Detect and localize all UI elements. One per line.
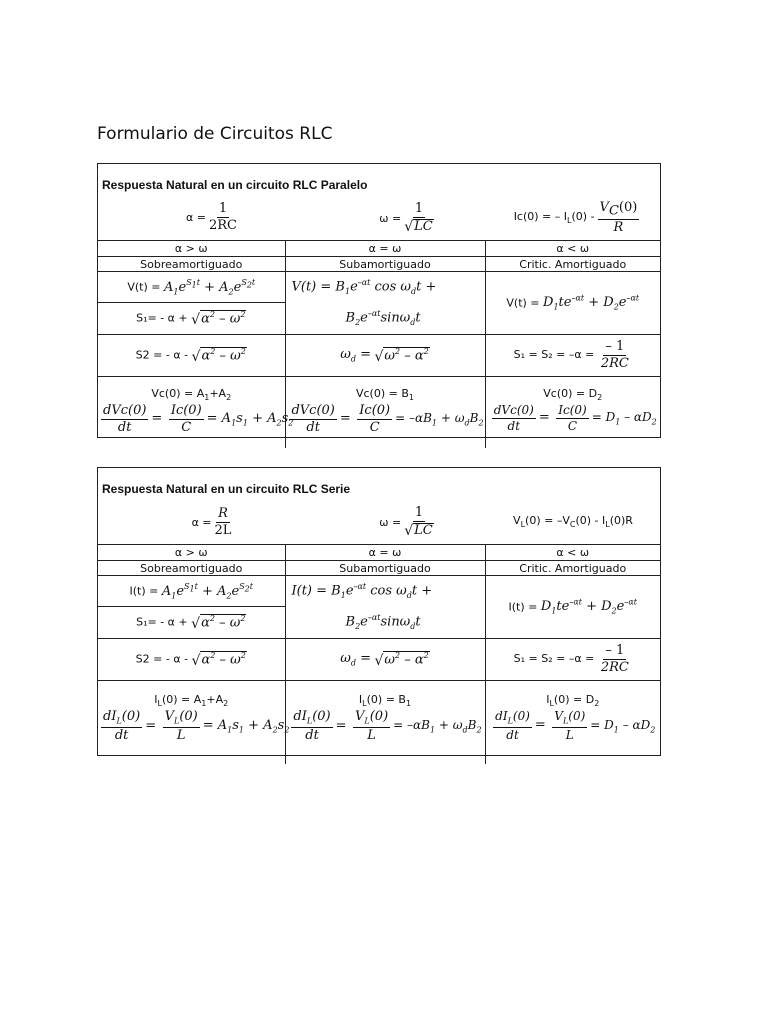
case-overdamped: α > ω xyxy=(98,545,285,561)
omega-d-formula: $\omega_d$ = √ $\omega^2 - \alpha^2$ xyxy=(285,638,485,680)
overdamped-equation: $V(t) = A_1e^{S_1t} + A_2e^{S_2t}$ xyxy=(98,272,285,303)
series-omega-formula: ω = 1 √ LC xyxy=(379,505,433,539)
alpha-fraction xyxy=(209,202,237,232)
underdamped-line-2: $B_2e^{-\alpha t}\sin\omega_dt$ xyxy=(345,308,421,327)
case-underdamped: α = ω xyxy=(285,545,485,561)
omega-denominator: LC xyxy=(414,218,433,234)
series-alpha-formula: α = $\frac{R}{2L}$ xyxy=(191,505,232,538)
s2-formula: S2 = - α - √ $\alpha^2 - \omega^2$ xyxy=(98,638,285,680)
critical-initial: $I_L(0) = D_2$ $\frac{dI_L(0)}{dt}$ = $\frac{V_L(0)}{L}$ = $D_1 - \alpha D_2$ xyxy=(485,680,660,764)
series-initial-condition: $V_L(0) = -V_C(0) - I_L(0)R$ xyxy=(513,514,633,530)
underdamped-equation xyxy=(285,576,485,639)
type-critical: Critic. Amortiguado xyxy=(485,561,660,576)
case-critical: α < ω xyxy=(485,545,660,561)
underdamped-initial: $Vc(0) = B_1$ $\frac{\text{dVc(0)}}{dt}$ = $\frac{Ic(0)}{C}$ = $-\alpha B_1 + \omega_dB_2$ xyxy=(285,376,485,448)
overdamped-initial: $I_L(0) = A_1+A_2$ $\frac{dI_L(0)}{dt}$ = $\frac{V_L(0)}{L}$ = $A_1s_1 + A_2s_2$ xyxy=(98,680,285,764)
critical-initial: $Vc(0) = D_2$ $\frac{\text{dVc(0)}}{dt}$ = $\frac{Ic(0)}{C}$ = $D_1 - \alpha D_2$ xyxy=(485,376,660,448)
underdamped-line-1: $I(t) = B_1e^{-\alpha t}$ $\cos \omega_dt$ + xyxy=(291,582,433,600)
critical-s-formula: S₁ = S₂ = –α = $\frac{- 1}{2RC}$ xyxy=(485,334,660,376)
type-overdamped: Sobreamortiguado xyxy=(98,561,285,576)
s1-formula: S₁= - α + √ $\alpha^2 - \omega^2$ xyxy=(98,607,285,638)
alpha-numerator: 1 xyxy=(218,200,228,216)
critical-s-formula: S₁ = S₂ = –α = $\frac{- 1}{2RC}$ xyxy=(485,638,660,680)
vc-over-r-fraction: $\frac{V_C(0)}{R}$ xyxy=(599,200,638,236)
parallel-heading: Respuesta Natural en un circuito RLC Paralelo xyxy=(102,178,368,192)
ic-label: Ic(0) = – $I_L(0)$ - xyxy=(513,210,595,226)
alpha-denominator: 2RC xyxy=(208,217,237,233)
type-overdamped: Sobreamortiguado xyxy=(98,257,285,272)
underdamped-equation xyxy=(285,272,485,335)
case-critical: α < ω xyxy=(485,241,660,257)
type-underdamped: Subamortiguado xyxy=(285,257,485,272)
omega-fraction xyxy=(404,202,434,234)
omega-numerator: 1 xyxy=(414,201,424,217)
underdamped-line-2: $B_2e^{-\alpha t}\sin\omega_dt$ xyxy=(345,612,421,631)
parallel-header xyxy=(98,164,660,240)
type-underdamped: Subamortiguado xyxy=(285,561,485,576)
s1-formula: S₁= - α + √ $\alpha^2 - \omega^2$ xyxy=(98,303,285,334)
type-critical: Critic. Amortiguado xyxy=(485,257,660,272)
omega-label: ω = xyxy=(379,211,402,225)
parallel-cases-grid xyxy=(98,240,660,448)
critical-equation: $V(t) = D_1te^{-\alpha t} + D_2e^{-\alpha t}$ xyxy=(485,272,660,335)
case-overdamped: α > ω xyxy=(98,241,285,257)
series-header xyxy=(98,468,660,544)
series-cases-grid xyxy=(98,544,660,764)
series-formula-table xyxy=(97,467,661,756)
underdamped-initial: $I_L(0) = B_1$ $\frac{dI_L(0)}{dt}$ = $\frac{V_L(0)}{L}$ = $-\alpha B_1 + \omega_dB_2$ xyxy=(285,680,485,764)
parallel-alpha-formula xyxy=(138,198,288,236)
case-underdamped: α = ω xyxy=(285,241,485,257)
alpha-label: α = xyxy=(186,210,206,224)
overdamped-initial: $Vc(0) = A_1+A_2$ $\frac{\text{dVc(0)}}{dt}$ = $\frac{Ic(0)}{C}$ = $A_1s_1 + A_2s_2$ xyxy=(98,376,285,448)
overdamped-equation: $I(t) = A_1e^{S_1t} + A_2e^{S_2t}$ xyxy=(98,576,285,607)
underdamped-line-1: $V(t) = B_1e^{-\alpha t}$ $\cos \omega_dt$ + xyxy=(291,278,437,296)
parallel-formula-table xyxy=(97,163,661,438)
omega-d-formula: $\omega_d$ = √ $\omega^2 - \alpha^2$ xyxy=(285,334,485,376)
document-title: Formulario de Circuitos RLC xyxy=(97,124,333,144)
series-heading: Respuesta Natural en un circuito RLC Serie xyxy=(102,482,351,496)
critical-equation: $I(t) = D_1te^{-\alpha t} + D_2e^{-\alpha t}$ xyxy=(485,576,660,639)
s2-formula: S2 = - α - √ $\alpha^2 - \omega^2$ xyxy=(98,334,285,376)
parallel-omega-formula xyxy=(338,198,478,238)
sqrt-symbol: √ LC xyxy=(404,218,433,235)
parallel-initial-condition xyxy=(498,198,658,238)
